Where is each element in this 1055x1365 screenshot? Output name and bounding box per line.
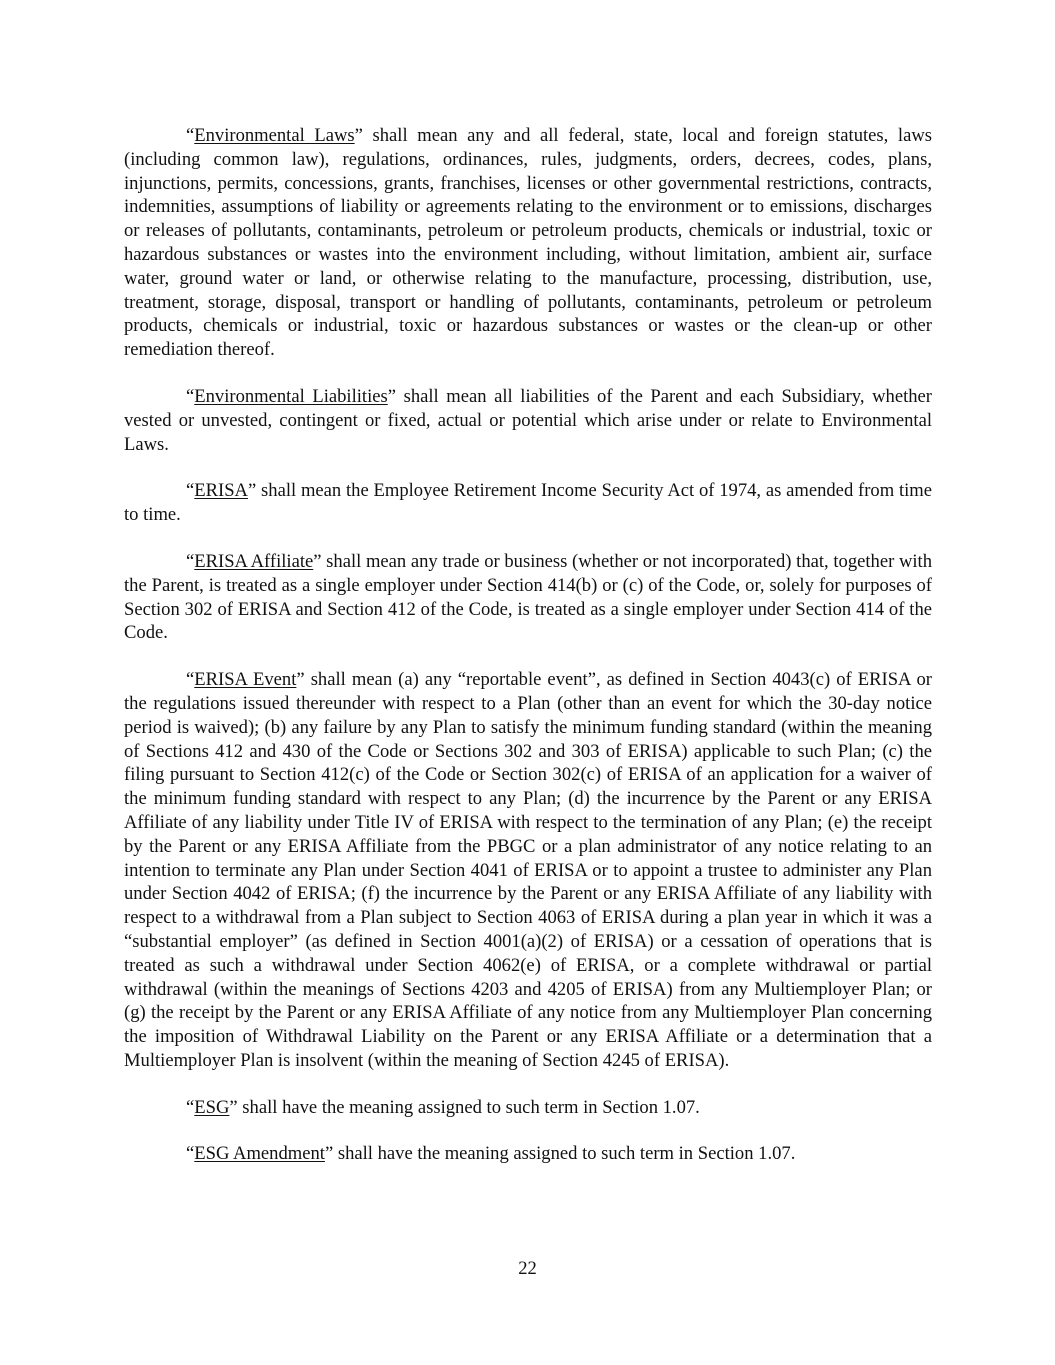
- definition-text: ” shall mean any trade or business (whether or not incorporated) that, together with the Parent, is treated as a single employer under Section 414(b) or (c) of the Code, or, solely for purposes of Section 302 of ERISA and Section 412 of the Code, is treated as a single employer under Section 414 of the Code.: [124, 550, 932, 644]
- open-quote: “: [186, 1096, 195, 1118]
- defined-term: Environmental Liabilities: [194, 385, 388, 407]
- defined-term: ERISA Affiliate: [194, 550, 314, 572]
- open-quote: “: [186, 385, 195, 407]
- definition-text: ” shall have the meaning assigned to such term in Section 1.07.: [229, 1096, 700, 1118]
- open-quote: “: [186, 1143, 195, 1165]
- open-quote: “: [186, 669, 195, 691]
- page-number: 22: [518, 1258, 537, 1279]
- definition-text: ” shall mean (a) any “reportable event”, as defined in Section 4043(c) of ERISA or the regulations issued thereunder with respect to a Plan (other than an event for which the 30-day notice period is waived); (b) any failure by any Plan to satisfy the minimum funding standard (within the meaning of Sections 412 and 430 of the Code or Sections 302 and 303 of ERISA) applicable to such Plan; (c) the filing pursuant to Section 412(c) of the Code or Section 302(c) of ERISA of an application for a waiver of the minimum funding standard with respect to any Plan; (d) the incurrence by the Parent or any ERISA Affiliate of any liability under Title IV of ERISA with respect to the termination of any Plan; (e) the receipt by the Parent or any ERISA Affiliate from the PBGC or a plan administrator of any notice relating to an intention to terminate any Plan under Section 4041 of ERISA or to appoint a trustee to administer any Plan under Section 4042 of ERISA; (f) the incurrence by the Parent or any ERISA Affiliate of any liability with respect to a withdrawal from a Plan subject to Section 4063 of ERISA during a plan year in which it was a “substantial employer” (as defined in Section 4001(a)(2) of ERISA) or a cessation of operations that is treated as such a withdrawal under Section 4062(e) of ERISA, or a complete withdrawal or partial withdrawal (within the meanings of Sections 4203 and 4205 of ERISA) from any Multiemployer Plan; or (g) the receipt by the Parent or any ERISA Affiliate of any notice from any Multiemployer Plan concerning the imposition of Withdrawal Liability on the Parent or any ERISA Affiliate or a determination that a Multiemployer Plan is insolvent (within the meaning of Section 4245 of ERISA).: [124, 669, 932, 1071]
- definition-esg: [124, 1096, 932, 1120]
- open-quote: “: [186, 550, 195, 572]
- definition-erisa-event: [124, 668, 932, 1073]
- definition-esg-amendment: [124, 1142, 932, 1166]
- definition-environmental-laws: [124, 124, 932, 362]
- definition-text: ” shall mean all liabilities of the Parent and each Subsidiary, whether vested or unvested, contingent or fixed, actual or potential which arise under or relate to Environmental Laws.: [124, 385, 933, 455]
- defined-term: ESG: [194, 1096, 230, 1118]
- definition-text: ” shall mean any and all federal, state, local and foreign statutes, laws (including common law), regulations, ordinances, rules, judgments, orders, decrees, codes, plans, injunctions, permits, concessions, grants, franchises, licenses or other governmental restrictions, contracts, indemnities, assumptions of liability or agreements relating to the environment or to emissions, discharges or releases of pollutants, contaminants, petroleum or petroleum products, chemicals or industrial, toxic or hazardous substances or wastes into the environment including, without limitation, ambient air, surface water, ground water or land, or otherwise relating to the manufacture, processing, distribution, use, treatment, storage, disposal, transport or handling of pollutants, contaminants, petroleum or petroleum products, chemicals or industrial, toxic or hazardous substances or wastes or the clean-up or other remediation thereof.: [124, 125, 932, 361]
- definition-environmental-liabilities: [124, 385, 932, 456]
- defined-term: ERISA: [194, 480, 248, 502]
- open-quote: “: [186, 480, 195, 502]
- defined-term: ESG Amendment: [194, 1143, 325, 1165]
- document-page: [124, 124, 932, 1189]
- definition-text: ” shall mean the Employee Retirement Income Security Act of 1974, as amended from time to time.: [124, 480, 932, 526]
- defined-term: ERISA Event: [194, 669, 297, 691]
- open-quote: “: [186, 125, 195, 146]
- definition-erisa: [124, 479, 932, 527]
- defined-term: Environmental Laws: [194, 125, 355, 146]
- definition-erisa-affiliate: [124, 550, 932, 645]
- definition-text: ” shall have the meaning assigned to such term in Section 1.07.: [324, 1143, 796, 1165]
